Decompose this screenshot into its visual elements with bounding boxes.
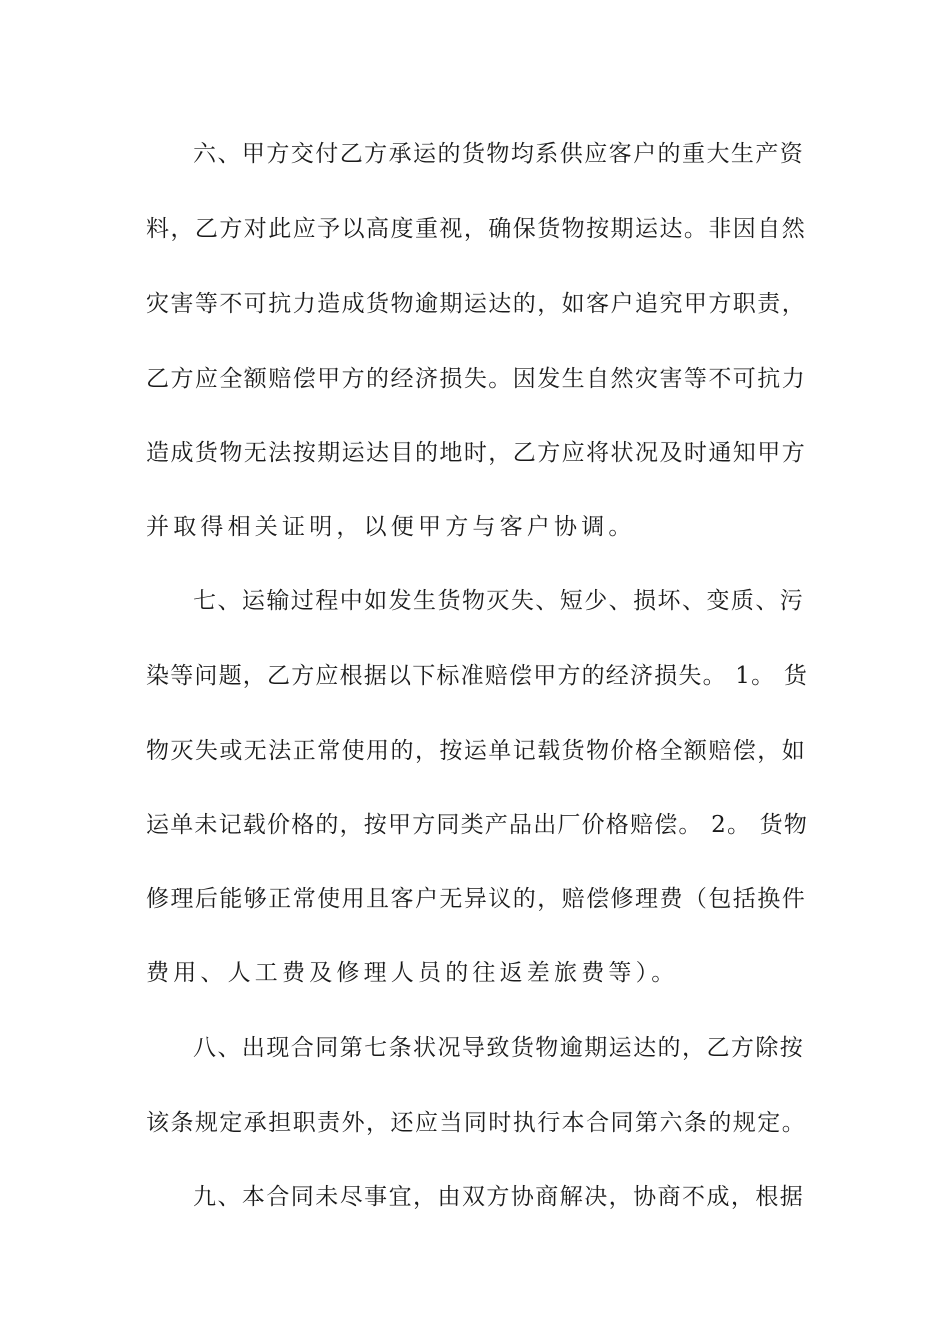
clause-6-line-5: 造成货物无法按期运达目的地时，乙方应将状况及时通知甲方	[146, 440, 807, 466]
clause-6-line-3: 灾害等不可抗力造成货物逾期运达的，如客户追究甲方职责，	[146, 291, 807, 317]
clause-7-line-4: 运单未记载价格的，按甲方同类产品出厂价格赔偿。 2。 货物	[146, 812, 809, 838]
clause-7-line-1: 七、运输过程中如发生货物灭失、短少、损坏、变质、污	[193, 588, 805, 614]
clause-6-line-4: 乙方应全额赔偿甲方的经济损失。因发生自然灾害等不可抗力	[146, 366, 807, 392]
clause-7-line-6: 费用、人工费及修理人员的往返差旅费等）。	[146, 960, 679, 986]
clause-8-line-2: 该条规定承担职责外，还应当同时执行本合同第六条的规定。	[146, 1110, 807, 1136]
clause-6-line-6: 并取得相关证明，以便甲方与客户协调。	[146, 514, 636, 540]
clause-6-line-1: 六、甲方交付乙方承运的货物均系供应客户的重大生产资	[193, 141, 805, 167]
clause-8-line-1: 八、出现合同第七条状况导致货物逾期运达的，乙方除按	[193, 1035, 805, 1061]
clause-7-line-3: 物灭失或无法正常使用的，按运单记载货物价格全额赔偿，如	[146, 738, 807, 764]
clause-7-line-2: 染等问题，乙方应根据以下标准赔偿甲方的经济损失。 1。 货	[146, 663, 809, 689]
clause-7-line-5: 修理后能够正常使用且客户无异议的，赔偿修理费（包括换件	[146, 886, 807, 912]
clause-6-line-2: 料，乙方对此应予以高度重视，确保货物按期运达。非因自然	[146, 216, 807, 242]
clause-9-line-1: 九、本合同未尽事宜，由双方协商解决，协商不成，根据	[193, 1184, 805, 1210]
